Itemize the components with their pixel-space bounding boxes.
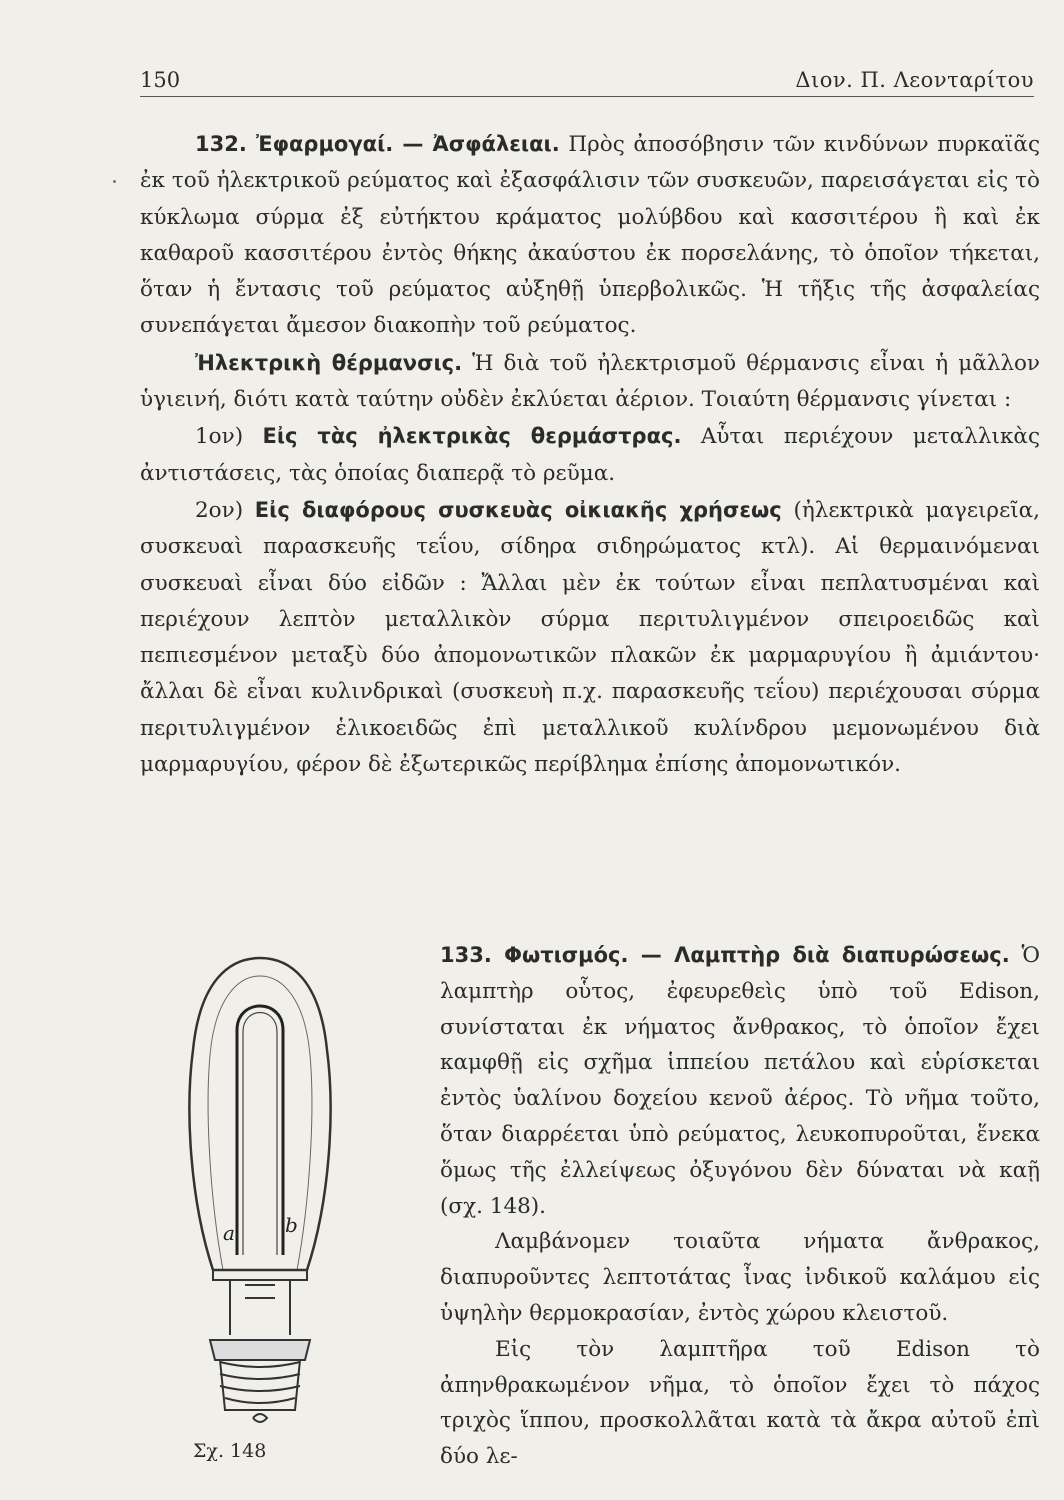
item-1-bold: Εἰς τὰς ἠλεκτρικὰς θερμάστρας. — [262, 424, 682, 449]
figure-148 — [185, 940, 335, 1440]
edison-text: Εἰς τὸν λαμπτῆρα τοῦ Edison τὸ ἀπηνθρακωμένον νῆμα, τὸ ὁποῖον ἔχει τὸ πάχος τριχὸς ἵππου, προσκολλᾶται κατὰ τὰ ἄκρα αὐτοῦ ἐπὶ δύο λε- — [440, 1336, 1040, 1470]
figure-caption: Σχ. 148 — [193, 1440, 267, 1462]
paragraph-fuses — [140, 126, 1040, 345]
paragraph-lamp — [440, 938, 1040, 1224]
section-133 — [440, 938, 1040, 1475]
filament-loop — [237, 1006, 283, 1255]
section-133-heading: 133. Φωτισμός. — Λαμπτὴρ διὰ διαπυρώσεως. — [440, 943, 1010, 967]
item-2-number: 2ον) — [195, 497, 244, 523]
screw-base — [220, 1362, 300, 1403]
page-number: 150 — [140, 68, 181, 92]
item-2-text: (ἠλεκτρικὰ μαγειρεῖα, συσκευαὶ παρασκευῆς τεΐου, σίδηρα σιδηρώματος κτλ). Αἱ θερμαινόμεναι συσκευαὶ εἶναι δύο εἰδῶν : Ἄλλαι μὲν ἐκ τούτων εἶναι πεπλατυσμέναι καὶ περιέχουν λεπτὸν μεταλλικὸν σύρμα περιτυλιγμένον σπειροειδῶς καὶ πεπιεσμένον μεταξὺ δύο ἀπομονωτικῶν πλακῶν ἐκ μαρμαρυγίου ἢ ἀμιάντου· ἄλλαι δὲ εἶναι κυλινδρικαὶ (συσκευὴ π.χ. παρασκευῆς τεΐου) περιέχουσαι σύρμα περιτυλιγμένον ἑλικοειδῶς ἐπὶ μεταλλικοῦ κυλίνδρου μεμονωμένου διὰ μαρμαρυγίου, φέρον δὲ ἐξωτερικῶς περίβλημα ἐπίσης ἀπομονωτικόν. — [140, 497, 1040, 778]
lamp-text: Ὁ λαμπτὴρ οὗτος, ἐφευρεθεὶς ὑπὸ τοῦ Edison, συνίσταται ἐκ νήματος ἄνθρακος, τὸ ὁποῖον ἔχει καμφθῇ εἰς σχῆμα ἱππείου πετάλου καὶ εὑρίσκεται ἐντὸς ὑαλίνου δοχείου κενοῦ ἀέρος. Τὸ νῆμα τοῦτο, ὅταν διαρρέεται ὑπὸ ρεύματος, λευκοπυροῦται, ἕνεκα ὅμως τῆς ἐλλείψεως ὀξυγόνου δὲν δύναται νὰ καῇ (σχ. 148). — [440, 943, 1040, 1219]
paragraph-filaments — [440, 1224, 1040, 1331]
label-a: a — [223, 1221, 235, 1245]
list-item-1 — [140, 418, 1040, 492]
fuses-text: Πρὸς ἀποσόβησιν τῶν κινδύνων πυρκαϊᾶς ἐκ τοῦ ἠλεκτρικοῦ ρεύματος καὶ ἐξασφάλισιν τῶν συσκευῶν, παρεισάγεται εἰς τὸ κύκλωμα σύρμα ἐξ εὐτήκτου κράματος μολύβδου καὶ κασσιτέρου ἢ καὶ ἐκ καθαροῦ κασσιτέρου ἐντὸς θήκης ἀκαύστου ἐκ πορσελάνης, τὸ ὁποῖον τήκεται, ὅταν ἡ ἔντασις τοῦ ρεύματος αὐξηθῇ ὑπερβολικῶς. Ἡ τῆξις τῆς ἀσφαλείας συνεπάγεται ἄμεσον διακοπὴν τοῦ ρεύματος. — [140, 132, 1040, 339]
page-header — [140, 62, 1034, 97]
item-1-number: 1ον) — [195, 424, 244, 450]
item-1-text: Αὗται περιέχουν μεταλλικὰς ἀντιστάσεις, τὰς ὁποίας διαπερᾷ τὸ ρεῦμα. — [140, 424, 1040, 486]
neck-ring — [213, 1270, 307, 1280]
electric-heating-heading: Ἠλεκτρικὴ θέρμανσις. — [195, 350, 463, 375]
section-132 — [140, 126, 1040, 783]
print-speck — [113, 180, 116, 183]
filament-inner — [243, 1013, 277, 1256]
item-2-bold: Εἰς διαφόρους συσκευὰς οἰκιακῆς χρήσεως — [254, 497, 782, 522]
paragraph-edison — [440, 1332, 1040, 1475]
label-b: b — [285, 1213, 298, 1237]
lamp-collar — [210, 1340, 310, 1360]
running-title: Διον. Π. Λεονταρίτου — [795, 68, 1034, 92]
list-item-2 — [140, 492, 1040, 783]
edison-bulb-illustration — [185, 940, 335, 1440]
section-132-heading: 132. Ἐφαρμογαί. — Ἀσφάλειαι. — [195, 132, 560, 156]
filaments-text: Λαμβάνομεν τοιαῦτα νήματα ἄνθρακος, διαπυροῦντες λεπτοτάτας ἶνας ἰνδικοῦ καλάμου εἰς ὑψηλὴν θερμοκρασίαν, ἐντὸς χώρου κλειστοῦ. — [440, 1229, 1040, 1326]
base-contact — [253, 1414, 267, 1422]
electric-heating-text: Ἡ διὰ τοῦ ἠλεκτρισμοῦ θέρμανσις εἶναι ἡ μᾶλλον ὑγιεινή, διότι κατὰ ταύτην οὐδὲν ἐκλύεται ἀέριον. Τοιαύτη θέρμανσις γίνεται : — [140, 350, 1040, 413]
glass-stem — [230, 1280, 290, 1335]
paragraph-electric-heating — [140, 345, 1040, 419]
